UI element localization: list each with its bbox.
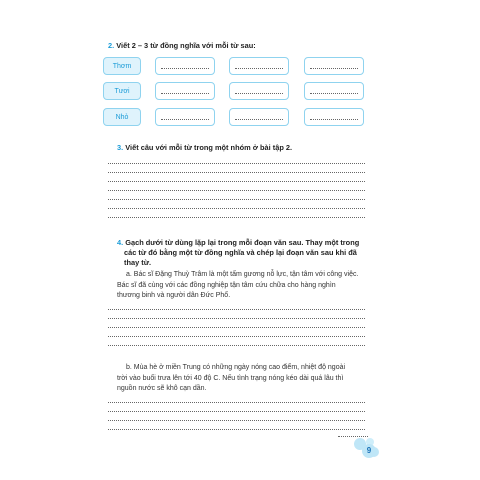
writing-line[interactable] [108,208,365,209]
answer-box[interactable] [304,57,364,75]
answer-box[interactable] [304,108,364,126]
answer-box[interactable] [304,82,364,100]
writing-line[interactable] [108,217,365,218]
writing-line[interactable] [108,402,365,403]
answer-box[interactable] [229,82,289,100]
part-a-line-1: a. Bác sĩ Đặng Thuỳ Trâm là một tấm gương nỗ lực, tận tâm với công việc. [126,271,359,278]
word-box-thom: Thơm [103,57,141,75]
answer-box[interactable] [229,108,289,126]
writing-line[interactable] [108,199,365,200]
answer-box[interactable] [155,57,215,75]
part-b-paragraph [117,363,382,395]
exercise-3-title [117,143,292,153]
writing-line[interactable] [108,190,365,191]
answer-box[interactable] [229,57,289,75]
word-box-nho: Nhỏ [103,108,141,126]
writing-line[interactable] [108,345,365,346]
part-b-line-1: b. Mùa hè ở miền Trung có những ngày nóng cao điểm, nhiệt độ ngoài [126,364,346,371]
part-a-line-3: thương binh và người dân Đức Phổ. [117,292,231,299]
writing-line[interactable] [108,336,365,337]
writing-line[interactable] [108,429,365,430]
exercise-4-title [117,238,377,268]
word-box-tuoi: Tươi [103,82,141,100]
writing-line[interactable] [108,420,365,421]
part-b-line-3: nguồn nước sẽ khô cạn dần. [117,385,207,392]
answer-box[interactable] [155,108,215,126]
exercise-2-text: Viết 2 – 3 từ đồng nghĩa với mỗi từ sau: [116,41,256,50]
exercise-2-number: 2. [108,41,115,50]
part-a-line-2: Bác sĩ đã cùng với các đồng nghiệp tận tâm cứu chữa cho hàng nghìn [117,281,336,289]
writing-line[interactable] [108,181,365,182]
writing-line[interactable] [108,163,365,164]
part-a-paragraph [117,270,382,302]
exercise-3-number: 3. [117,143,124,152]
writing-line[interactable] [108,309,365,310]
exercise-3-text: Viết câu với mỗi từ trong một nhóm ở bài tập 2. [125,143,293,152]
exercise-4-text-line-1: Gạch dưới từ dùng lặp lại trong mỗi đoạn văn sau. Thay một trong [125,238,360,247]
part-b-line-2: trời vào buổi trưa lên tới 40 độ C. Nếu tình trạng nóng kéo dài quá lâu thì [117,374,344,382]
writing-line[interactable] [108,411,365,412]
writing-line[interactable] [108,327,365,328]
writing-line[interactable] [108,172,365,173]
exercise-4-text-line-3: thay từ. [124,258,152,267]
exercise-4-number: 4. [117,238,124,247]
page-number: 9 [362,444,376,458]
exercise-2-title [108,41,256,51]
writing-line[interactable] [108,318,365,319]
answer-box[interactable] [155,82,215,100]
exercise-4-text-line-2: các từ đó bằng một từ đồng nghĩa và chép lại đoạn văn sau khi đã [124,248,357,257]
